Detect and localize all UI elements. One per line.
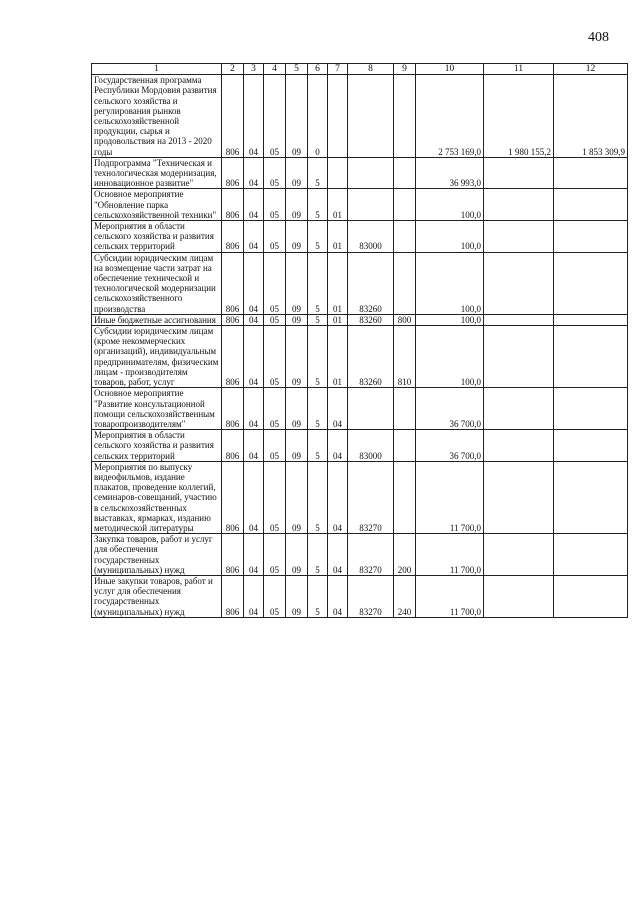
subsection-code: 05 [264, 461, 286, 533]
subsection-code: 05 [264, 326, 286, 388]
subprogram-code: 5 [308, 221, 328, 253]
amount-col10: 100,0 [416, 221, 484, 253]
page-number: 408 [588, 30, 609, 45]
ministry-code: 806 [222, 252, 244, 314]
amount-col12 [554, 189, 628, 221]
direction-code: 83270 [348, 534, 394, 576]
direction-code [348, 388, 394, 430]
program-code: 09 [286, 388, 308, 430]
expense-type-code [394, 189, 416, 221]
amount-col11 [484, 157, 554, 189]
activity-code [328, 157, 348, 189]
direction-code [348, 189, 394, 221]
amount-col11 [484, 252, 554, 314]
ministry-code: 806 [222, 189, 244, 221]
amount-col10: 11 700,0 [416, 575, 484, 617]
program-code: 09 [286, 575, 308, 617]
amount-col11 [484, 189, 554, 221]
amount-col12 [554, 252, 628, 314]
activity-code: 01 [328, 252, 348, 314]
expense-type-code [394, 157, 416, 189]
program-code: 09 [286, 326, 308, 388]
column-header: 6 [308, 64, 328, 75]
ministry-code: 806 [222, 314, 244, 325]
row-name: Мероприятия в области сельского хозяйства и развития сельских территорий [92, 430, 222, 462]
program-code: 09 [286, 221, 308, 253]
ministry-code: 806 [222, 534, 244, 576]
row-name: Мероприятия в области сельского хозяйства и развития сельских территорий [92, 221, 222, 253]
activity-code: 04 [328, 388, 348, 430]
direction-code [348, 75, 394, 158]
section-code: 04 [244, 252, 264, 314]
subprogram-code: 0 [308, 75, 328, 158]
direction-code: 83000 [348, 430, 394, 462]
subprogram-code: 5 [308, 534, 328, 576]
program-code: 09 [286, 157, 308, 189]
activity-code [328, 75, 348, 158]
direction-code: 83260 [348, 252, 394, 314]
program-code: 09 [286, 75, 308, 158]
amount-col12 [554, 388, 628, 430]
amount-col12 [554, 430, 628, 462]
program-code: 09 [286, 252, 308, 314]
column-header: 12 [554, 64, 628, 75]
expense-type-code [394, 461, 416, 533]
ministry-code: 806 [222, 221, 244, 253]
table-row [92, 314, 628, 325]
subprogram-code: 5 [308, 430, 328, 462]
table-row [92, 461, 628, 533]
subsection-code: 05 [264, 575, 286, 617]
direction-code: 83000 [348, 221, 394, 253]
direction-code: 83270 [348, 575, 394, 617]
table-row [92, 252, 628, 314]
row-name: Субсидии юридическим лицам на возмещение части затрат на обеспечение технической и технологической модернизации сельскохозяйственного производства [92, 252, 222, 314]
amount-col10: 100,0 [416, 189, 484, 221]
subsection-code: 05 [264, 157, 286, 189]
expense-type-code: 240 [394, 575, 416, 617]
row-name: Иные закупки товаров, работ и услуг для обеспечения государственных (муниципальных) нужд [92, 575, 222, 617]
activity-code: 01 [328, 221, 348, 253]
subsection-code: 05 [264, 221, 286, 253]
ministry-code: 806 [222, 75, 244, 158]
section-code: 04 [244, 189, 264, 221]
table-row [92, 75, 628, 158]
amount-col11 [484, 314, 554, 325]
subprogram-code: 5 [308, 388, 328, 430]
expense-type-code: 800 [394, 314, 416, 325]
amount-col10: 11 700,0 [416, 534, 484, 576]
activity-code: 04 [328, 575, 348, 617]
expense-type-code [394, 430, 416, 462]
section-code: 04 [244, 575, 264, 617]
activity-code: 04 [328, 461, 348, 533]
expense-type-code [394, 252, 416, 314]
column-header: 11 [484, 64, 554, 75]
program-code: 09 [286, 461, 308, 533]
row-name: Мероприятия по выпуску видеофильмов, издание плакатов, проведение коллегий, семинаров-совещаний, участию в сельскохозяйственных выставках, ярмарках, изданию методической литературы [92, 461, 222, 533]
amount-col12: 1 853 309,9 [554, 75, 628, 158]
amount-col12 [554, 575, 628, 617]
section-code: 04 [244, 461, 264, 533]
table-row [92, 575, 628, 617]
column-header: 2 [222, 64, 244, 75]
row-name: Закупка товаров, работ и услуг для обеспечения государственных (муниципальных) нужд [92, 534, 222, 576]
subprogram-code: 5 [308, 326, 328, 388]
direction-code: 83270 [348, 461, 394, 533]
subsection-code: 05 [264, 189, 286, 221]
subsection-code: 05 [264, 430, 286, 462]
activity-code: 01 [328, 314, 348, 325]
column-header: 8 [348, 64, 394, 75]
amount-col10: 100,0 [416, 252, 484, 314]
subprogram-code: 5 [308, 575, 328, 617]
amount-col11 [484, 326, 554, 388]
table-header-row [92, 64, 628, 75]
amount-col10: 2 753 169,0 [416, 75, 484, 158]
subprogram-code: 5 [308, 157, 328, 189]
amount-col10: 36 700,0 [416, 388, 484, 430]
activity-code: 01 [328, 326, 348, 388]
ministry-code: 806 [222, 430, 244, 462]
expense-type-code [394, 388, 416, 430]
ministry-code: 806 [222, 575, 244, 617]
subsection-code: 05 [264, 534, 286, 576]
amount-col10: 36 700,0 [416, 430, 484, 462]
expense-type-code: 810 [394, 326, 416, 388]
activity-code: 01 [328, 189, 348, 221]
ministry-code: 806 [222, 388, 244, 430]
section-code: 04 [244, 75, 264, 158]
amount-col10: 100,0 [416, 326, 484, 388]
expense-type-code [394, 221, 416, 253]
amount-col10: 100,0 [416, 314, 484, 325]
section-code: 04 [244, 314, 264, 325]
table-row [92, 157, 628, 189]
amount-col11 [484, 461, 554, 533]
row-name: Подпрограмма "Техническая и технологическая модернизация, инновационное развитие" [92, 157, 222, 189]
column-header: 9 [394, 64, 416, 75]
program-code: 09 [286, 189, 308, 221]
amount-col12 [554, 461, 628, 533]
ministry-code: 806 [222, 461, 244, 533]
amount-col11: 1 980 155,2 [484, 75, 554, 158]
amount-col11 [484, 221, 554, 253]
amount-col11 [484, 430, 554, 462]
table-row [92, 388, 628, 430]
section-code: 04 [244, 326, 264, 388]
amount-col12 [554, 534, 628, 576]
amount-col11 [484, 575, 554, 617]
section-code: 04 [244, 430, 264, 462]
activity-code: 04 [328, 534, 348, 576]
direction-code: 83260 [348, 314, 394, 325]
subsection-code: 05 [264, 388, 286, 430]
amount-col11 [484, 534, 554, 576]
section-code: 04 [244, 221, 264, 253]
ministry-code: 806 [222, 326, 244, 388]
column-header: 4 [264, 64, 286, 75]
amount-col12 [554, 314, 628, 325]
row-name: Субсидии юридическим лицам (кроме некоммерческих организаций), индивидуальным предпринимателям, физическим лицам - производителям товаров, работ, услуг [92, 326, 222, 388]
expense-type-code: 200 [394, 534, 416, 576]
subprogram-code: 5 [308, 314, 328, 325]
direction-code: 83260 [348, 326, 394, 388]
column-header: 5 [286, 64, 308, 75]
amount-col10: 11 700,0 [416, 461, 484, 533]
subsection-code: 05 [264, 252, 286, 314]
amount-col12 [554, 157, 628, 189]
row-name: Иные бюджетные ассигнования [92, 314, 222, 325]
column-header: 3 [244, 64, 264, 75]
table-row [92, 189, 628, 221]
row-name: Государственная программа Республики Мордовия развития сельского хозяйства и регулирования рынков сельскохозяйственной продукции, сырья и продовольствия на 2013 - 2020 годы [92, 75, 222, 158]
subprogram-code: 5 [308, 461, 328, 533]
amount-col10: 36 993,0 [416, 157, 484, 189]
amount-col11 [484, 388, 554, 430]
section-code: 04 [244, 388, 264, 430]
column-header: 7 [328, 64, 348, 75]
program-code: 09 [286, 314, 308, 325]
row-name: Основное мероприятие "Развитие консультационной помощи сельскохозяйственным товаропроизводителям" [92, 388, 222, 430]
section-code: 04 [244, 157, 264, 189]
subsection-code: 05 [264, 314, 286, 325]
expense-type-code [394, 75, 416, 158]
activity-code: 04 [328, 430, 348, 462]
table-row [92, 326, 628, 388]
ministry-code: 806 [222, 157, 244, 189]
amount-col12 [554, 221, 628, 253]
table-row [92, 534, 628, 576]
subprogram-code: 5 [308, 189, 328, 221]
column-header: 1 [92, 64, 222, 75]
row-name: Основное мероприятие "Обновление парка сельскохозяйственной техники" [92, 189, 222, 221]
subsection-code: 05 [264, 75, 286, 158]
program-code: 09 [286, 534, 308, 576]
column-header: 10 [416, 64, 484, 75]
budget-table [91, 63, 628, 618]
amount-col12 [554, 326, 628, 388]
table-row [92, 221, 628, 253]
direction-code [348, 157, 394, 189]
section-code: 04 [244, 534, 264, 576]
table-row [92, 430, 628, 462]
subprogram-code: 5 [308, 252, 328, 314]
program-code: 09 [286, 430, 308, 462]
